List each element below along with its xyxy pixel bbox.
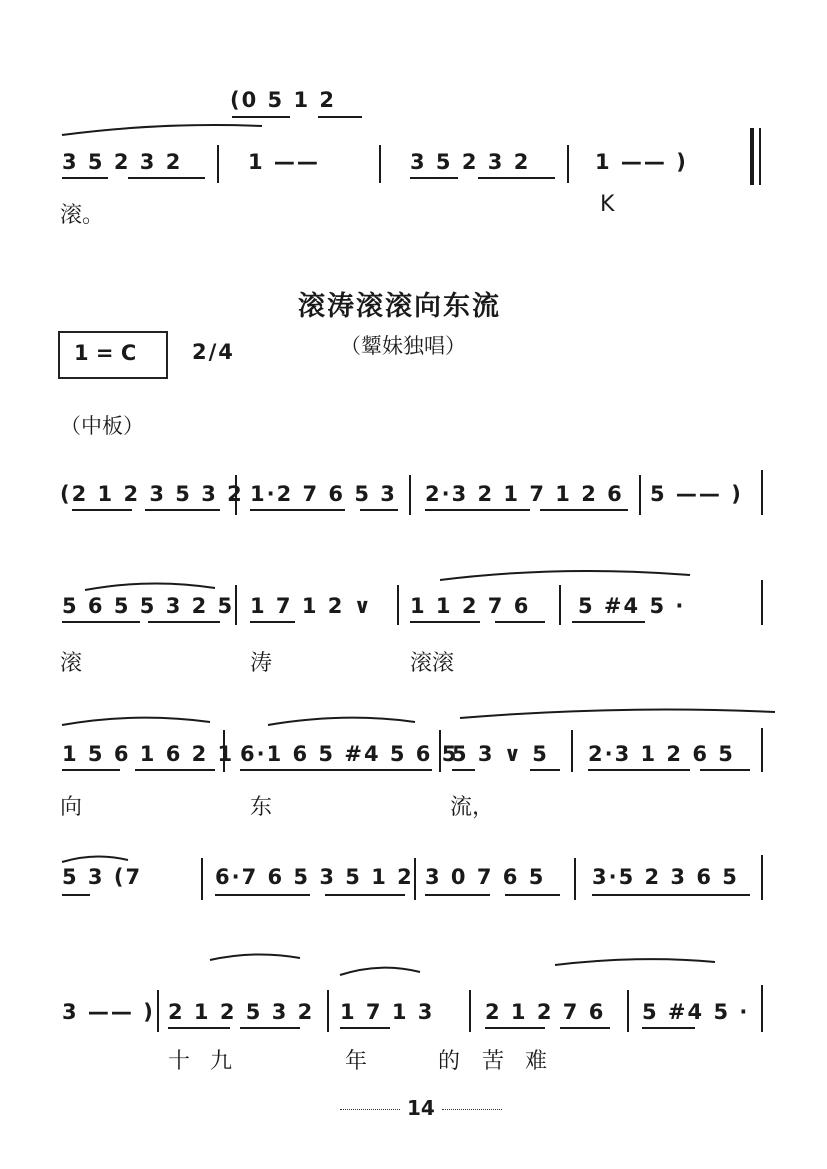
score-notes: 1·2 7 6 5 3 [250, 482, 397, 506]
lyric: 东 [250, 795, 273, 820]
time-signature: 2/4 [192, 340, 235, 364]
score-notes: 2·3 1 2 6 5 [588, 742, 735, 766]
score-notes: 1 7 1 2 ∨ [250, 594, 373, 618]
lyric: 滚 [60, 651, 83, 676]
lyric: 滚。 [60, 203, 105, 228]
score-notes: (2 1 2 3 5 3 2 [60, 482, 244, 506]
lyric: 的 [438, 1049, 461, 1074]
score-notes: 5 3 (7 [62, 865, 143, 889]
lyric: 九 [210, 1049, 233, 1074]
score-notes: 1 5 6 1 6 2 1 [62, 742, 235, 766]
lyric: 向 [60, 795, 83, 820]
lyric: 滚滚 [410, 651, 455, 676]
score-notes: 5 #4 5 · [642, 1000, 750, 1024]
score-notes: 3·5 2 3 6 5 [592, 865, 739, 889]
song-subtitle: （颦妹独唱） [340, 334, 466, 358]
lyric: 苦 [482, 1049, 505, 1074]
score-notes: 5 3 ∨ 5 [452, 742, 549, 766]
tempo-marking: （中板） [60, 414, 144, 438]
key-signature: 1 = C [58, 331, 168, 379]
score-notes: 5 6 5 5 3 2 5 [62, 594, 235, 618]
score-notes: 1 —— ) [595, 150, 688, 174]
song-title: 滚涛滚滚向东流 [298, 291, 501, 322]
score-notes: 6·1 6 5 #4 5 6 5 [240, 742, 459, 766]
score-notes: 2·3 2 1 7 1 2 6 [425, 482, 624, 506]
lyric: 涛 [250, 651, 273, 676]
score-notes: 5 #4 5 · [578, 594, 686, 618]
score-notes: 3 0 7 6 5 [425, 865, 546, 889]
score-notes: 2 1 2 7 6 [485, 1000, 606, 1024]
page-number-text: 14 [406, 1096, 435, 1120]
score-notes: 2 1 2 5 3 2 [168, 1000, 315, 1024]
lyric: 流， [450, 795, 495, 820]
score-notes: 1 7 1 3 [340, 1000, 435, 1024]
lyric: K [600, 192, 615, 217]
lyric: 十 [168, 1049, 191, 1074]
score-notes: 1 —— [248, 150, 320, 174]
score-notes: 3 5 2 3 2 [410, 150, 531, 174]
score-notes: 1 1 2 7 6 [410, 594, 531, 618]
score-notes: 3 —— ) [62, 1000, 155, 1024]
lyric: 年 [345, 1049, 368, 1074]
score-notes: 3 5 2 3 2 [62, 150, 183, 174]
intro-notes: (0 5 1 2 [230, 88, 336, 112]
score-notes: 5 —— ) [650, 482, 743, 506]
score-notes: 6·7 6 5 3 5 1 2 [215, 865, 414, 889]
lyric: 难 [525, 1049, 548, 1074]
